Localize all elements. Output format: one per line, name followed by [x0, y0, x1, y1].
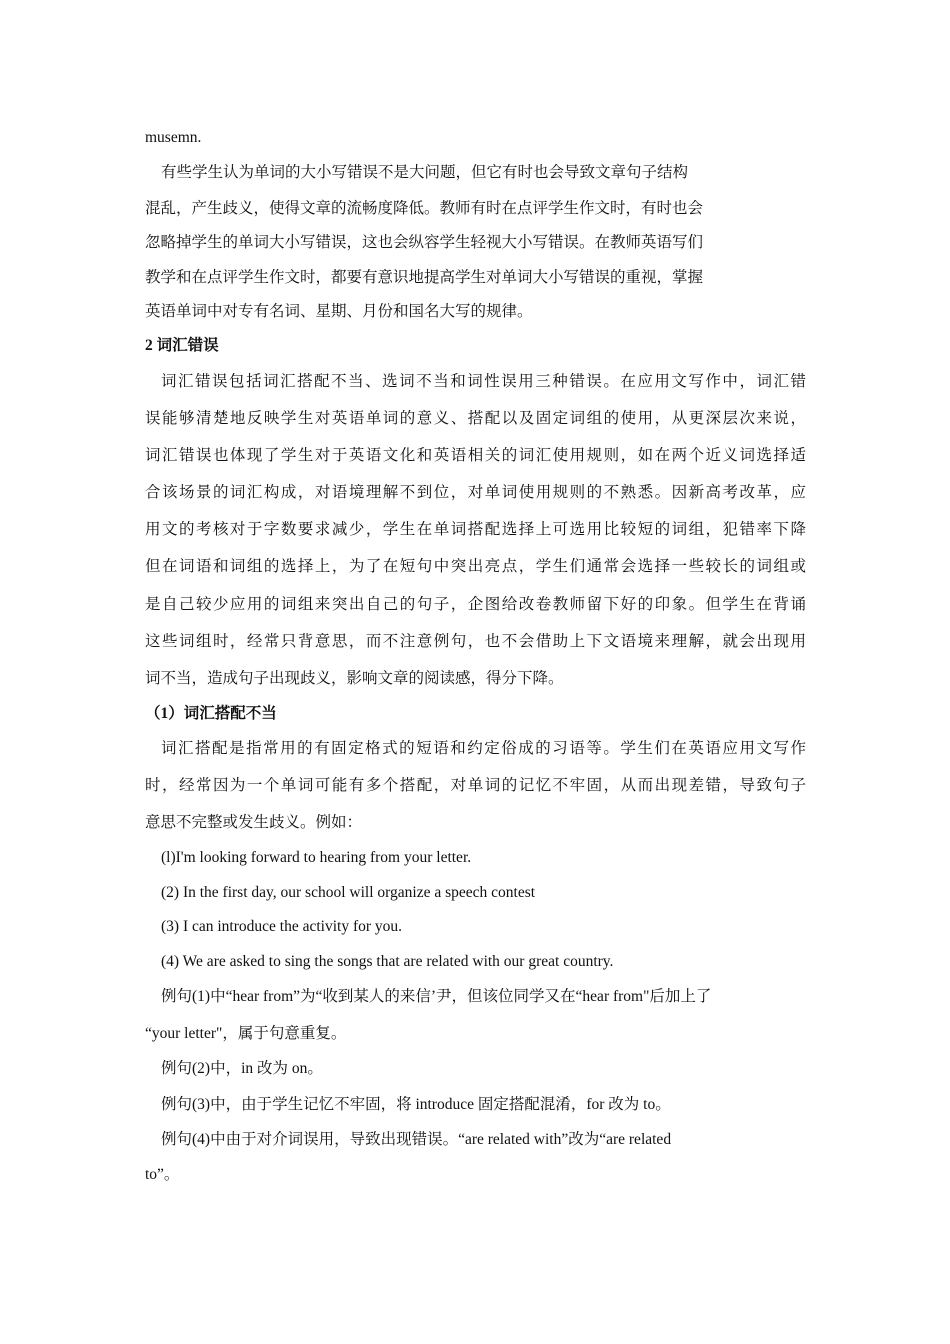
- text-line: 例句(1)中“hear from”为“收到某人的来信’尹，但该位同学又在“hear from"后加上了: [161, 988, 712, 1005]
- text-line: 是自己较少应用的词组来突出自己的句子，企图给改卷教师留下好的印象。但学生在背诵: [145, 596, 806, 613]
- text-line: to”。: [145, 1166, 180, 1183]
- text-line: 词汇搭配是指常用的有固定格式的短语和约定俗成的习语等。学生们在英语应用文写作: [161, 740, 806, 757]
- text-line: 这些词组时，经常只背意思，而不注意例句，也不会借助上下文语境来理解，就会出现用: [145, 633, 806, 650]
- text-line: 时，经常因为一个单词可能有多个搭配，对单词的记忆不牢固，从而出现差错，导致句子: [145, 777, 806, 794]
- example-sentence: (l)I'm looking forward to hearing from your letter.: [161, 849, 472, 866]
- text-line: 词不当，造成句子出现歧义，影响文章的阅读感，得分下降。: [145, 670, 564, 687]
- example-sentence: (4) We are asked to sing the songs that are related with our great country.: [161, 953, 614, 970]
- text-line: 合该场景的词汇构成，对语境理解不到位，对单词使用规则的不熟悉。因新高考改革，应: [145, 484, 806, 501]
- text-line: “your letter"，属于句意重复。: [145, 1025, 347, 1042]
- subsection-heading: （1）词汇搭配不当: [145, 705, 277, 722]
- text-line: 例句(3)中，由于学生记忆不牢固，将 introduce 固定搭配混淆，for 改为 to。: [161, 1096, 671, 1113]
- text-line: 词汇错误包括词汇搭配不当、选词不当和词性误用三种错误。在应用文写作中，词汇错: [161, 373, 806, 390]
- text-line: 用文的考核对于字数要求减少，学生在单词搭配选择上可选用比较短的词组，犯错率下降: [145, 521, 806, 538]
- example-sentence: (3) I can introduce the activity for you.: [161, 918, 403, 935]
- text-line: 英语单词中对专有名词、星期、月份和国名大写的规律。: [145, 303, 533, 320]
- example-sentence: (2) In the first day, our school will organize a speech contest: [161, 884, 536, 901]
- text-line: 忽略掉学生的单词大小写错误，这也会纵容学生轻视大小写错误。在教师英语写们: [145, 234, 704, 251]
- text-line: 混乱，产生歧义，使得文章的流畅度降低。教师有时在点评学生作文时，有时也会: [145, 200, 704, 217]
- text-line: 有些学生认为单词的大小写错误不是大问题，但它有时也会导致文章句子结构: [161, 164, 689, 181]
- text-line: 例句(4)中由于对介词误用，导致出现错误。“are related with”改为“are related: [161, 1131, 672, 1148]
- text-line: musemn.: [145, 129, 202, 146]
- text-line: 误能够清楚地反映学生对英语单词的意义、搭配以及固定词组的使用，从更深层次来说，: [145, 410, 806, 427]
- text-line: 但在词语和词组的选择上，为了在短句中突出亮点，学生们通常会选择一些较长的词组或: [145, 558, 806, 575]
- text-line: 教学和在点评学生作文时，都要有意识地提高学生对单词大小写错误的重视，掌握: [145, 269, 704, 286]
- text-line: 意思不完整或发生歧义。例如：: [145, 814, 363, 831]
- section-heading: 2 词汇错误: [145, 337, 219, 354]
- text-line: 例句(2)中，in 改为 on。: [161, 1060, 323, 1077]
- text-line: 词汇错误也体现了学生对于英语文化和英语相关的词汇使用规则，如在两个近义词选择适: [145, 447, 806, 464]
